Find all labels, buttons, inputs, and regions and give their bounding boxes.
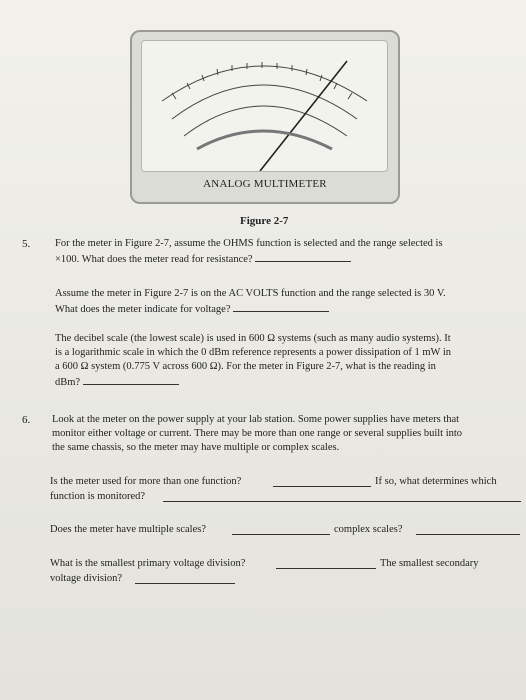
q5-line1: For the meter in Figure 2-7, assume the OHMS function is selected and the range selected is	[55, 238, 443, 249]
q6-line2: monitor either voltage or current. There may be more than one range or several supplies built into	[52, 428, 463, 439]
q5b-line2: is a logarithmic scale in which the 0 dBm reference represents a power dissipation of 1 mW in	[55, 347, 452, 358]
q5b-line4-row	[55, 374, 520, 390]
answer-blank-more-functions[interactable]	[273, 486, 371, 487]
question-5-number: 5.	[22, 238, 31, 250]
q5a-line2-row	[55, 301, 515, 317]
figure-caption: Figure 2-7	[240, 215, 289, 227]
q5b-line1: The decibel scale (the lowest scale) is used in 600 Ω systems (such as many audio systems). It	[55, 333, 451, 344]
q6a-prompt: Is the meter used for more than one function?	[50, 476, 242, 487]
q5b-line3: a 600 Ω system (0.775 V across 600 Ω). For the meter in Figure 2-7, what is the reading in	[55, 361, 436, 372]
q5a-line1: Assume the meter in Figure 2-7 is on the AC VOLTS function and the range selected is 30 V.	[55, 288, 446, 299]
answer-blank-complex-scales[interactable]	[416, 534, 520, 535]
q6a-right: If so, what determines which	[375, 476, 497, 487]
answer-blank-primary-division[interactable]	[276, 568, 376, 569]
answer-blank-resistance[interactable]	[255, 251, 351, 262]
q6-line3: the same chassis, so the meter may have multiple or complex scales.	[52, 442, 340, 453]
q6c-continuation: voltage division?	[50, 573, 123, 584]
question-5a-text	[55, 287, 515, 317]
q6b-prompt: Does the meter have multiple scales?	[50, 524, 206, 535]
q6a-continuation: function is monitored?	[50, 491, 146, 502]
q6-line1: Look at the meter on the power supply at your lab station. Some power supplies have meters that	[52, 414, 460, 425]
question-6-text	[52, 413, 522, 455]
q5a-line2: What does the meter indicate for voltage?	[55, 304, 231, 315]
answer-blank-function-monitored[interactable]	[163, 501, 521, 502]
q6c-right: The smallest secondary	[380, 558, 479, 569]
answer-blank-voltage[interactable]	[233, 301, 329, 312]
answer-blank-dbm[interactable]	[83, 374, 179, 385]
meter-face	[141, 40, 388, 172]
q6c-prompt: What is the smallest primary voltage division?	[50, 558, 246, 569]
q5-line2: ×100. What does the meter read for resistance?	[55, 254, 253, 265]
question-6-number: 6.	[22, 414, 31, 426]
answer-blank-multiple-scales[interactable]	[232, 534, 330, 535]
q5-line2-row	[55, 251, 515, 267]
meter-scale-drawing	[142, 41, 387, 171]
meter-needle	[260, 61, 347, 171]
meter-title: ANALOG MULTIMETER	[203, 178, 327, 190]
q6b-right: complex scales?	[334, 524, 403, 535]
question-5-text	[55, 237, 515, 267]
answer-blank-secondary-division[interactable]	[135, 583, 235, 584]
question-5b-text	[55, 332, 520, 390]
q5b-line4: dBm?	[55, 377, 81, 388]
